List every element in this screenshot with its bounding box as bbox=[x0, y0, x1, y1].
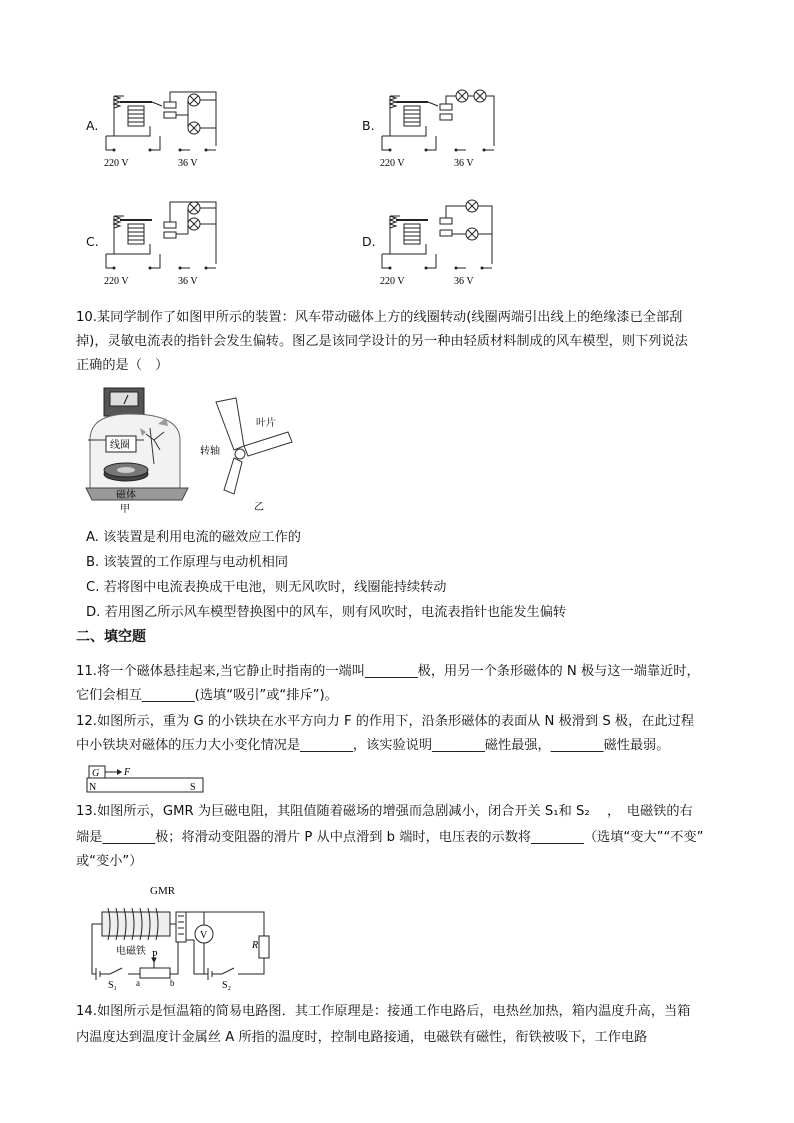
q13-circuit bbox=[82, 882, 282, 992]
q13-s1-label: S₁ bbox=[108, 980, 118, 991]
option-c-v1: 220 V bbox=[104, 276, 129, 286]
section-title: 二、填空题 bbox=[76, 629, 146, 645]
option-a-v1: 220 V bbox=[104, 158, 129, 169]
option-d-v1: 220 V bbox=[380, 276, 405, 286]
option-c-v2: 36 V bbox=[178, 276, 198, 286]
option-a-diagram bbox=[100, 88, 230, 170]
q11-line-1: 11.将一个磁体悬挂起来,当它静止时指南的一端叫________极，用另一个条形磁体的 N 极与这一端靠近时， bbox=[76, 664, 700, 679]
q10-figure-jia bbox=[84, 384, 196, 516]
q13-em-label: 电磁铁 bbox=[116, 946, 146, 957]
q13-line-1: 13.如图所示，GMR 为巨磁电阻，其阻值随着磁场的增强而急剧减小，闭合开关 S₁和 S₂ ， 电磁铁的右 bbox=[76, 804, 693, 819]
q10-stem-line-2: 掉)，灵敏电流表的指针会发生偏转。图乙是该同学设计的另一种由轻质材料制成的风车模型，则下列说法 bbox=[76, 334, 688, 349]
option-d-label: D. bbox=[362, 234, 376, 249]
option-c-label: C. bbox=[86, 234, 99, 249]
q13-s2-label: S₂ bbox=[222, 980, 232, 991]
option-d-v2: 36 V bbox=[454, 276, 474, 286]
q13-gmr-label: GMR bbox=[150, 885, 176, 897]
q12-figure bbox=[86, 764, 206, 794]
q12-line-1: 12.如图所示，重为 G 的小铁块在水平方向力 F 的作用下，沿条形磁体的表面从 N 极滑到 S 极，在此过程 bbox=[76, 714, 695, 729]
option-d-diagram bbox=[376, 196, 506, 286]
option-b-v1: 220 V bbox=[380, 158, 405, 169]
q10-choice-a: A. 该装置是利用电流的磁效应工作的 bbox=[86, 530, 301, 545]
q12-n-label: N bbox=[89, 782, 97, 793]
option-b-label: B. bbox=[362, 118, 375, 133]
q12-g-label: G bbox=[92, 768, 100, 779]
q12-f-label: F bbox=[124, 767, 131, 778]
q10-stem-line-3: 正确的是（ ） bbox=[76, 358, 169, 373]
q13-r-label: R bbox=[252, 940, 259, 951]
q13-p-label: P bbox=[152, 950, 158, 961]
q13-b-label: b bbox=[170, 978, 175, 988]
q11-line-2: 它们会相互________(选填“吸引”或“排斥”)。 bbox=[76, 688, 338, 703]
option-a-label: A. bbox=[86, 118, 99, 133]
q10-caption-jia: 甲 bbox=[120, 504, 130, 515]
q10-caption-yi: 乙 bbox=[254, 502, 264, 513]
q13-line-2: 端是________极；将滑动变阻器的滑片 P 从中点滑到 b 端时，电压表的示数将________（选填“变大”“不变” bbox=[76, 830, 704, 845]
q10-choice-c: C. 若将图中电流表换成干电池，则无风吹时，线圈能持续转动 bbox=[86, 580, 447, 595]
q10-coil-label: 线圈 bbox=[110, 440, 130, 451]
q10-axis-label: 转轴 bbox=[200, 446, 220, 457]
option-b-v2: 36 V bbox=[454, 158, 474, 169]
q10-magnet-label: 磁体 bbox=[116, 490, 136, 501]
q13-a-label: a bbox=[136, 978, 140, 988]
q13-line-3: 或“变小”） bbox=[76, 854, 143, 869]
option-b-diagram bbox=[376, 88, 506, 170]
q12-line-2: 中小铁块对磁体的压力大小变化情况是________，该实验说明________磁性最强，________磁性最弱。 bbox=[76, 738, 670, 753]
option-a-v2: 36 V bbox=[178, 158, 198, 169]
q10-blade-label: 叶片 bbox=[256, 418, 276, 429]
q10-stem-line-1: 10.某同学制作了如图甲所示的装置：风车带动磁体上方的线圈转动(线圈两端引出线上的绝缘漆已全部刮 bbox=[76, 310, 683, 325]
q10-figure-yi bbox=[198, 396, 302, 516]
q10-choice-b: B. 该装置的工作原理与电动机相同 bbox=[86, 555, 289, 570]
q13-v-label: V bbox=[200, 930, 208, 941]
q12-s-label: S bbox=[190, 782, 196, 793]
q14-line-1: 14.如图所示是恒温箱的简易电路图．其工作原理是：接通工作电路后，电热丝加热，箱内温度升高，当箱 bbox=[76, 1004, 691, 1019]
q10-choice-d: D. 若用图乙所示风车模型替换图中的风车，则有风吹时，电流表指针也能发生偏转 bbox=[86, 605, 567, 620]
q14-line-2: 内温度达到温度计金属丝 A 所指的温度时，控制电路接通，电磁铁有磁性，衔铁被吸下，工作电路 bbox=[76, 1030, 648, 1045]
option-c-diagram bbox=[100, 196, 230, 286]
